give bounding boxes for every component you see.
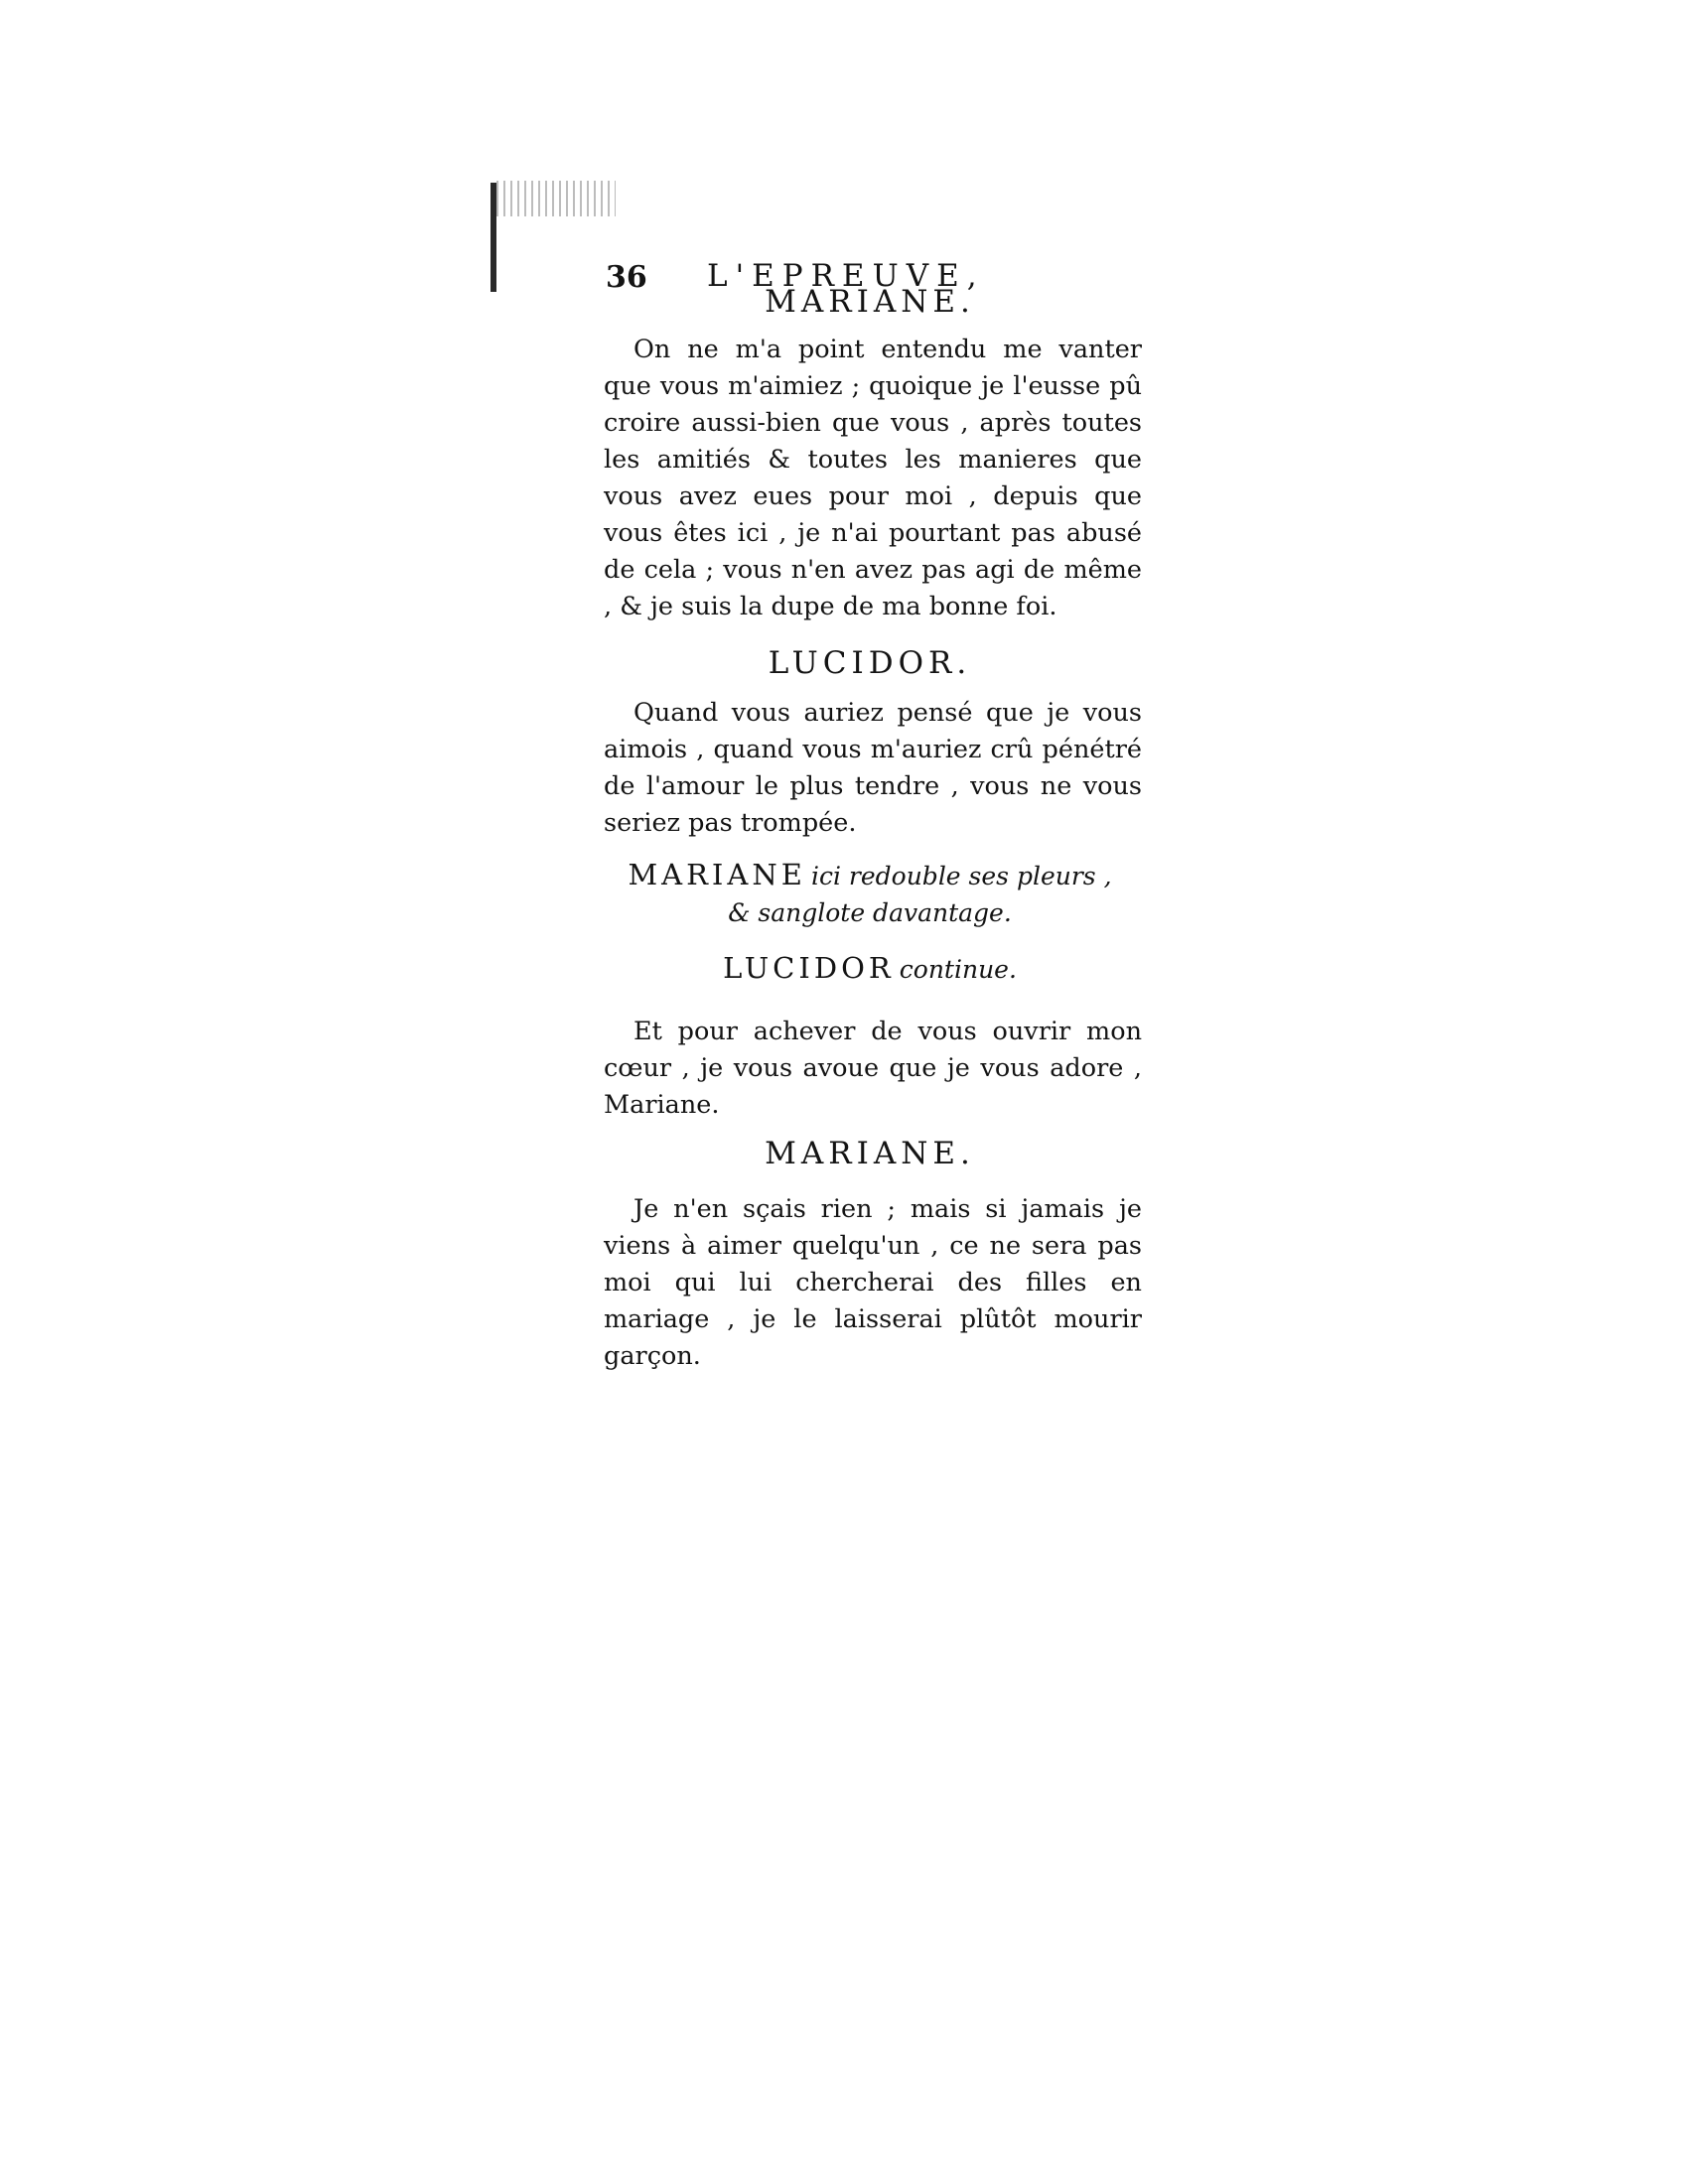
running-title: L'EPREUVE, <box>707 258 985 294</box>
speech-lucidor-2: Et pour achever de vous ouvrir mon cœur , je vous avoue que je vous adore , Mariane. <box>604 1017 1142 1120</box>
stage-text-line1: ici redouble ses pleurs , <box>810 862 1112 890</box>
stage-direction-mariane <box>592 858 1148 933</box>
scan-speckle <box>496 181 616 216</box>
stage-speaker-lucidor: LUCIDOR <box>723 951 895 985</box>
running-head <box>592 220 1148 295</box>
stage-text-line2: & sanglote davantage. <box>728 898 1012 927</box>
stage-speaker-mariane: MARIANE <box>628 858 806 891</box>
speaker-heading-mariane: MARIANE. <box>765 284 975 320</box>
speech-mariane-2: Je n'en sçais rien ; mais si jamais je viens à aimer quelqu'un , ce ne sera pas moi qui lui chercherai des filles en mariage , je le laisserai plûtôt mourir garçon. <box>604 1194 1142 1371</box>
speaker-heading-lucidor: LUCIDOR. <box>768 645 972 681</box>
stage-text-continue: continue. <box>899 955 1017 984</box>
speech-mariane-1: On ne m'a point entendu me vanter que vous m'aimiez ; quoique je l'eusse pû croire aussi-bien que vous , après toutes les amitiés & toutes les manieres que vous avez eues pour moi , depuis que vous êtes ici , je n'ai pourtant pas abusé de cela ; vous n'en avez pas agi de même , & je suis la dupe de ma bonne foi. <box>604 335 1142 621</box>
book-page <box>592 220 1148 1379</box>
page-number: 36 <box>606 260 647 295</box>
speech-lucidor-1: Quand vous auriez pensé que je vous aimois , quand vous m'auriez crû pénétré de l'amour le plus tendre , vous ne vous seriez pas trompée. <box>604 698 1142 838</box>
stage-direction-lucidor <box>592 951 1148 990</box>
speaker-heading-mariane-2: MARIANE. <box>765 1136 975 1171</box>
